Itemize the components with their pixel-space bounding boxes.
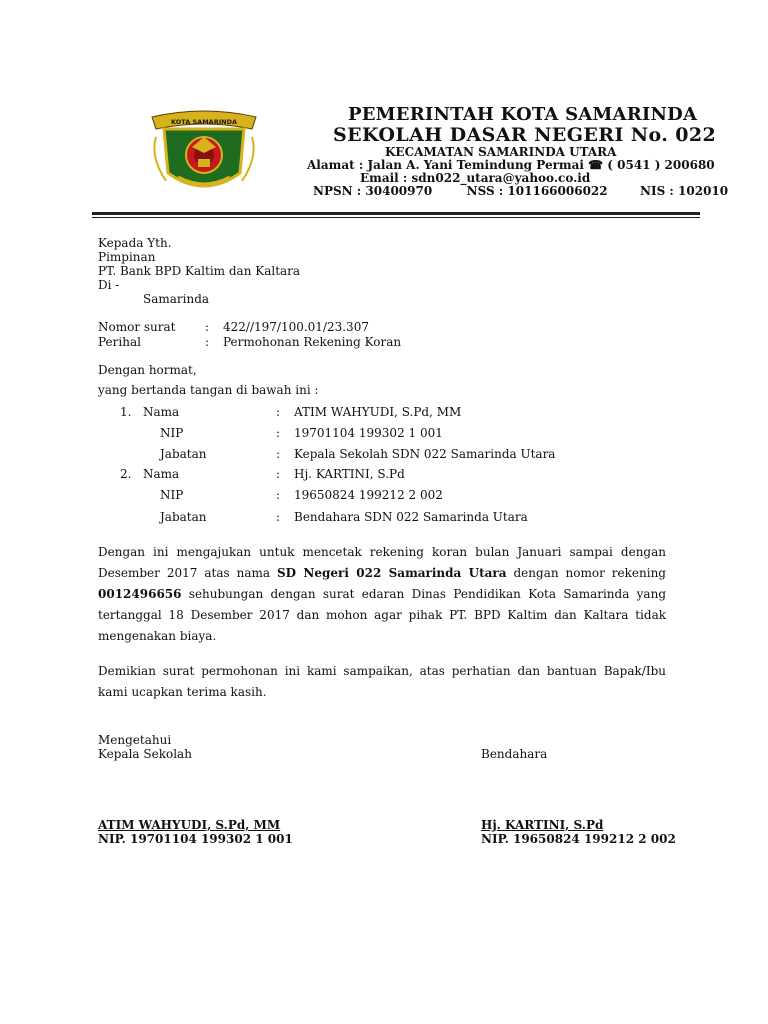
city-emblem-logo bbox=[148, 107, 260, 197]
left-signer-nip: NIP. 19701104 199302 1 001 bbox=[98, 832, 293, 846]
recipient-city: Samarinda bbox=[143, 292, 210, 306]
person-2-jabatan-label: Jabatan bbox=[160, 510, 207, 524]
person-1-number: 1. bbox=[120, 405, 132, 419]
left-signer-title: Kepala Sekolah bbox=[98, 747, 192, 761]
request-text-a: Dengan ini mengajukan untuk mencetak rekening koran bulan Januari sampai dengan Desember 2017 atas nama bbox=[98, 545, 666, 580]
nss: NSS : 101166006022 bbox=[466, 184, 608, 198]
recipient-line-4: Di - bbox=[98, 278, 120, 292]
letterhead-ids bbox=[313, 184, 728, 198]
person-2-jabatan-sep: : bbox=[276, 510, 281, 524]
person-1-nip-label: NIP bbox=[160, 426, 184, 440]
person-2-nama-label: Nama bbox=[143, 467, 180, 481]
request-text-c: dengan nomor rekening bbox=[506, 566, 666, 580]
person-1-nama: ATIM WAHYUDI, S.Pd, MM bbox=[294, 405, 462, 419]
person-2-nama: Hj. KARTINI, S.Pd bbox=[294, 467, 405, 481]
person-2-nip-label: NIP bbox=[160, 488, 184, 502]
letterhead-divider-thick bbox=[92, 212, 700, 215]
person-2-nip-sep: : bbox=[276, 488, 281, 502]
intro-line: yang bertanda tangan di bawah ini : bbox=[98, 383, 319, 397]
letterhead-district: KECAMATAN SAMARINDA UTARA bbox=[385, 145, 617, 159]
account-holder-name: SD Negeri 022 Samarinda Utara bbox=[277, 566, 507, 580]
person-1-nama-sep: : bbox=[276, 405, 281, 419]
person-2-number: 2. bbox=[120, 467, 132, 481]
right-signer-name: Hj. KARTINI, S.Pd bbox=[481, 818, 604, 832]
perihal-sep: : bbox=[205, 335, 210, 349]
mengetahui-label: Mengetahui bbox=[98, 733, 172, 747]
perihal-label: Perihal bbox=[98, 335, 141, 349]
person-1-nip: 19701104 199302 1 001 bbox=[294, 426, 443, 440]
phone-number: ( 0541 ) 200680 bbox=[607, 158, 715, 172]
request-text-e: sehubungan dengan surat edaran Dinas Pendidikan Kota Samarinda yang tertanggal 18 Desember 2017 dan mohon agar pihak PT. BPD Kaltim dan Kaltara tidak mengenakan biaya. bbox=[98, 587, 666, 643]
person-1-nip-sep: : bbox=[276, 426, 281, 440]
letterhead-government: PEMERINTAH KOTA SAMARINDA bbox=[348, 104, 698, 125]
greeting: Dengan hormat, bbox=[98, 363, 197, 377]
perihal-value: Permohonan Rekening Koran bbox=[223, 335, 402, 349]
person-2-jabatan: Bendahara SDN 022 Samarinda Utara bbox=[294, 510, 528, 524]
phone-icon: ☎ bbox=[588, 158, 604, 172]
person-1-nama-label: Nama bbox=[143, 405, 180, 419]
address-text: Alamat : Jalan A. Yani Temindung Permai bbox=[307, 158, 584, 172]
recipient-line-3: PT. Bank BPD Kaltim dan Kaltara bbox=[98, 264, 301, 278]
letterhead-address bbox=[307, 158, 715, 172]
npsn: NPSN : 30400970 bbox=[313, 184, 433, 198]
left-signer-name: ATIM WAHYUDI, S.Pd, MM bbox=[98, 818, 281, 832]
person-1-jabatan-sep: : bbox=[276, 447, 281, 461]
account-number: 0012496656 bbox=[98, 587, 182, 601]
person-1-jabatan-label: Jabatan bbox=[160, 447, 207, 461]
nomor-sep: : bbox=[205, 320, 210, 334]
letterhead-school-name: SEKOLAH DASAR NEGERI No. 022 bbox=[333, 124, 717, 146]
letterhead-email: Email : sdn022_utara@yahoo.co.id bbox=[360, 171, 591, 185]
person-1-jabatan: Kepala Sekolah SDN 022 Samarinda Utara bbox=[294, 447, 556, 461]
person-2-nama-sep: : bbox=[276, 467, 281, 481]
request-paragraph bbox=[98, 542, 666, 647]
logo-banner-text: KOTA SAMARINDA bbox=[171, 118, 237, 126]
closing-paragraph: Demikian surat permohonan ini kami sampaikan, atas perhatian dan bantuan Bapak/Ibu kami ucapkan terima kasih. bbox=[98, 664, 666, 699]
nomor-label: Nomor surat bbox=[98, 320, 176, 334]
person-2-nip: 19650824 199212 2 002 bbox=[294, 488, 443, 502]
recipient-line-2: Pimpinan bbox=[98, 250, 156, 264]
right-signer-title: Bendahara bbox=[481, 747, 548, 761]
right-signer-nip: NIP. 19650824 199212 2 002 bbox=[481, 832, 676, 846]
recipient-line-1: Kepada Yth. bbox=[98, 236, 172, 250]
nomor-value: 422//197/100.01/23.307 bbox=[223, 320, 369, 334]
letterhead-divider-thin bbox=[92, 217, 700, 218]
nis: NIS : 102010 bbox=[640, 184, 729, 198]
